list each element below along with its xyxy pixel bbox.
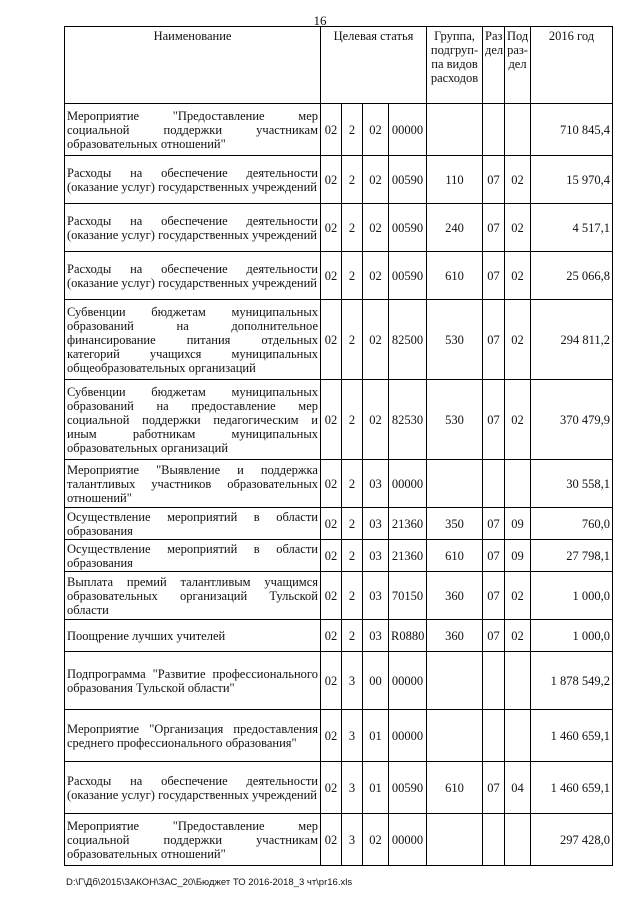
subsection-code	[505, 814, 531, 866]
row-name: Расходы на обеспечение деятельности (оказание услуг) государственных учреждений	[65, 762, 321, 814]
subsection-code: 09	[505, 508, 531, 540]
section-code: 07	[483, 380, 505, 460]
header-group: Группа, подгруп-па видов расходов	[427, 27, 483, 104]
target-code-activity: 03	[363, 572, 389, 620]
target-code-subprogram: 2	[342, 508, 363, 540]
target-code-program: 02	[321, 300, 342, 380]
expense-group	[427, 652, 483, 710]
target-code-activity: 03	[363, 460, 389, 508]
table-row	[65, 460, 613, 508]
amount-2016: 4 517,1	[531, 204, 613, 252]
expense-group	[427, 460, 483, 508]
amount-2016: 760,0	[531, 508, 613, 540]
target-code-activity: 02	[363, 252, 389, 300]
target-code-program: 02	[321, 252, 342, 300]
target-code-program: 02	[321, 460, 342, 508]
section-code: 07	[483, 252, 505, 300]
expense-group	[427, 814, 483, 866]
budget-table	[64, 26, 613, 866]
target-code-subprogram: 3	[342, 710, 363, 762]
amount-2016: 1 460 659,1	[531, 762, 613, 814]
table-row	[65, 814, 613, 866]
subsection-code: 02	[505, 380, 531, 460]
table-row	[65, 762, 613, 814]
section-code	[483, 104, 505, 156]
row-name: Мероприятие "Выявление и поддержка талантливых участников образовательных отношений"	[65, 460, 321, 508]
target-code-program: 02	[321, 156, 342, 204]
target-code-program: 02	[321, 380, 342, 460]
amount-2016: 297 428,0	[531, 814, 613, 866]
table-row	[65, 620, 613, 652]
subsection-code: 02	[505, 620, 531, 652]
target-code-program: 02	[321, 540, 342, 572]
target-code-direction: 00000	[389, 652, 427, 710]
expense-group: 110	[427, 156, 483, 204]
header-year: 2016 год	[531, 27, 613, 104]
target-code-subprogram: 3	[342, 652, 363, 710]
table-row	[65, 300, 613, 380]
amount-2016: 1 000,0	[531, 620, 613, 652]
target-code-subprogram: 2	[342, 572, 363, 620]
target-code-program: 02	[321, 204, 342, 252]
amount-2016: 30 558,1	[531, 460, 613, 508]
target-code-activity: 02	[363, 300, 389, 380]
target-code-program: 02	[321, 572, 342, 620]
target-code-activity: 01	[363, 762, 389, 814]
expense-group	[427, 710, 483, 762]
target-code-program: 02	[321, 508, 342, 540]
table-row	[65, 572, 613, 620]
section-code	[483, 652, 505, 710]
subsection-code: 02	[505, 204, 531, 252]
header-target: Целевая статья	[321, 27, 427, 104]
target-code-program: 02	[321, 620, 342, 652]
target-code-direction: 00000	[389, 814, 427, 866]
target-code-subprogram: 3	[342, 814, 363, 866]
expense-group	[427, 104, 483, 156]
target-code-direction: 21360	[389, 508, 427, 540]
amount-2016: 1 000,0	[531, 572, 613, 620]
row-name: Расходы на обеспечение деятельности (оказание услуг) государственных учреждений	[65, 252, 321, 300]
target-code-activity: 02	[363, 814, 389, 866]
target-code-activity: 03	[363, 540, 389, 572]
expense-group: 360	[427, 620, 483, 652]
target-code-activity: 02	[363, 204, 389, 252]
target-code-subprogram: 2	[342, 104, 363, 156]
section-code: 07	[483, 762, 505, 814]
row-name: Осуществление мероприятий в области образования	[65, 540, 321, 572]
target-code-direction: 21360	[389, 540, 427, 572]
target-code-direction: 00590	[389, 204, 427, 252]
amount-2016: 1 460 659,1	[531, 710, 613, 762]
target-code-direction: 00590	[389, 252, 427, 300]
expense-group: 350	[427, 508, 483, 540]
row-name: Выплата премий талантливым учащимся образовательных организаций Тульской области	[65, 572, 321, 620]
subsection-code	[505, 652, 531, 710]
target-code-direction: 82530	[389, 380, 427, 460]
row-name: Мероприятие "Предоставление мер социальной поддержки участникам образовательных отношений"	[65, 814, 321, 866]
target-code-direction: 70150	[389, 572, 427, 620]
row-name: Субвенции бюджетам муниципальных образований на предоставление мер социальной поддержки педагогическим и иным работникам муниципальных образовательных организаций	[65, 380, 321, 460]
target-code-program: 02	[321, 104, 342, 156]
table-header-row	[65, 27, 613, 104]
expense-group: 610	[427, 252, 483, 300]
section-code	[483, 814, 505, 866]
table-row	[65, 652, 613, 710]
table-row	[65, 540, 613, 572]
section-code: 07	[483, 540, 505, 572]
row-name: Расходы на обеспечение деятельности (оказание услуг) государственных учреждений	[65, 204, 321, 252]
target-code-activity: 03	[363, 620, 389, 652]
target-code-subprogram: 2	[342, 540, 363, 572]
target-code-subprogram: 2	[342, 380, 363, 460]
section-code	[483, 710, 505, 762]
amount-2016: 27 798,1	[531, 540, 613, 572]
amount-2016: 294 811,2	[531, 300, 613, 380]
subsection-code: 02	[505, 156, 531, 204]
subsection-code: 09	[505, 540, 531, 572]
amount-2016: 370 479,9	[531, 380, 613, 460]
expense-group: 610	[427, 762, 483, 814]
section-code: 07	[483, 156, 505, 204]
subsection-code	[505, 460, 531, 508]
subsection-code: 02	[505, 252, 531, 300]
amount-2016: 25 066,8	[531, 252, 613, 300]
row-name: Подпрограмма "Развитие профессионального образования Тульской области"	[65, 652, 321, 710]
target-code-subprogram: 2	[342, 460, 363, 508]
row-name: Мероприятие "Организация предоставления среднего профессионального образования"	[65, 710, 321, 762]
target-code-activity: 00	[363, 652, 389, 710]
target-code-subprogram: 3	[342, 762, 363, 814]
target-code-program: 02	[321, 762, 342, 814]
row-name: Мероприятие "Предоставление мер социальной поддержки участникам образовательных отношений"	[65, 104, 321, 156]
header-name: Наименование	[65, 27, 321, 104]
table-row	[65, 156, 613, 204]
section-code: 07	[483, 300, 505, 380]
amount-2016: 710 845,4	[531, 104, 613, 156]
target-code-direction: 00000	[389, 460, 427, 508]
target-code-direction: 00590	[389, 156, 427, 204]
target-code-program: 02	[321, 710, 342, 762]
table-row	[65, 710, 613, 762]
section-code: 07	[483, 572, 505, 620]
target-code-program: 02	[321, 652, 342, 710]
target-code-subprogram: 2	[342, 620, 363, 652]
amount-2016: 1 878 549,2	[531, 652, 613, 710]
subsection-code	[505, 104, 531, 156]
expense-group: 360	[427, 572, 483, 620]
target-code-activity: 02	[363, 156, 389, 204]
section-code	[483, 460, 505, 508]
target-code-direction: 00590	[389, 762, 427, 814]
table-row	[65, 380, 613, 460]
target-code-activity: 03	[363, 508, 389, 540]
section-code: 07	[483, 620, 505, 652]
expense-group: 530	[427, 300, 483, 380]
target-code-program: 02	[321, 814, 342, 866]
amount-2016: 15 970,4	[531, 156, 613, 204]
target-code-direction: 82500	[389, 300, 427, 380]
target-code-direction: 00000	[389, 104, 427, 156]
section-code: 07	[483, 508, 505, 540]
target-code-subprogram: 2	[342, 204, 363, 252]
expense-group: 530	[427, 380, 483, 460]
table-row	[65, 204, 613, 252]
header-subsection: Под раз-дел	[505, 27, 531, 104]
target-code-activity: 02	[363, 380, 389, 460]
table-row	[65, 252, 613, 300]
expense-group: 610	[427, 540, 483, 572]
expense-group: 240	[427, 204, 483, 252]
target-code-subprogram: 2	[342, 156, 363, 204]
target-code-subprogram: 2	[342, 252, 363, 300]
subsection-code	[505, 710, 531, 762]
header-section: Раз дел	[483, 27, 505, 104]
target-code-subprogram: 2	[342, 300, 363, 380]
subsection-code: 02	[505, 572, 531, 620]
target-code-direction: R0880	[389, 620, 427, 652]
subsection-code: 02	[505, 300, 531, 380]
subsection-code: 04	[505, 762, 531, 814]
table-row	[65, 508, 613, 540]
page-number: 16	[313, 13, 327, 28]
footer-file-path: D:\Г\Дб\2015\ЗАКОН\ЗАС_20\Бюджет ТО 2016-2018_3 чт\pr16.xls	[66, 877, 353, 888]
target-code-activity: 01	[363, 710, 389, 762]
section-code: 07	[483, 204, 505, 252]
target-code-activity: 02	[363, 104, 389, 156]
row-name: Поощрение лучших учителей	[65, 620, 321, 652]
row-name: Расходы на обеспечение деятельности (оказание услуг) государственных учреждений	[65, 156, 321, 204]
row-name: Субвенции бюджетам муниципальных образований на дополнительное финансирование питания отдельных категорий учащихся муниципальных общеобразовательных организаций	[65, 300, 321, 380]
row-name: Осуществление мероприятий в области образования	[65, 508, 321, 540]
target-code-direction: 00000	[389, 710, 427, 762]
table-row	[65, 104, 613, 156]
